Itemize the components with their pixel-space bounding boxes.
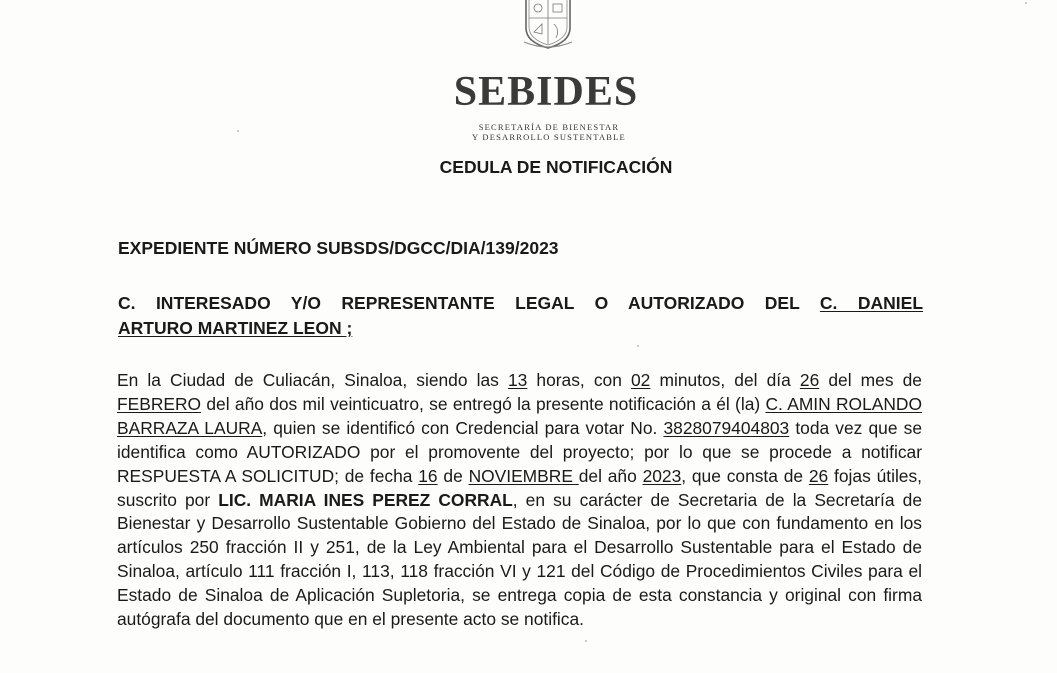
- date-year-value: 2023: [642, 465, 682, 486]
- body-text: toda vez que se identifica como AUTORIZADO por el promovente del proyecto; por lo que se procede a notificar RESPUESTA A SOLICITUD; de fecha: [117, 417, 922, 486]
- addressee-prefix: C. INTERESADO Y/O REPRESENTANTE LEGAL O AUTORIZADO DEL: [118, 293, 800, 313]
- document-title: CEDULA DE NOTIFICACIÓN: [439, 157, 673, 177]
- addressee-name-part1: C. DANIEL: [819, 293, 924, 313]
- scan-speck: [1025, 2, 1027, 4]
- body-text: , en su carácter de Secretaria de la Secretaría de Bienestar y Desarrollo Sustentable Gobierno del Estado de Sinaloa, por lo que con fundamento en los artículos 250 fracción II y 251, de la Ley Ambiental para el Desarrollo Sustentable para el Estado de Sinaloa, artículo 111 fracción I, 113, 118 fracción VI y 121 del Código de Procedimientos Civiles para el Estado de Sinaloa de Aplicación Supletoria, se entrega copia de esta constancia y original con firma autógrafa del documento que en el presente acto se notifica.: [117, 489, 922, 630]
- day-value: 26: [799, 370, 820, 390]
- scan-speck: [237, 130, 239, 132]
- ministry-name-line1: SECRETARÍA DE BIENESTAR: [478, 122, 620, 132]
- body-text: de: [437, 465, 469, 486]
- body-text: del año dos mil veinticuatro, se entregó la presente notificación a él (la): [201, 393, 766, 414]
- notification-body: [117, 369, 922, 632]
- body-text: , quien se identificó con Credencial para votar No.: [262, 417, 664, 438]
- month-value: FEBRERO: [117, 393, 202, 414]
- voter-id-number: 3828079404803: [663, 417, 790, 438]
- body-text: fojas útiles, suscrito por: [117, 465, 923, 510]
- state-seal-icon: [520, 0, 576, 50]
- hour-value: 13: [507, 370, 528, 390]
- ministry-name-line2: Y DESARROLLO SUSTENTABLE: [472, 132, 626, 142]
- expediente-number: EXPEDIENTE NÚMERO SUBSDS/DGCC/DIA/139/2023: [118, 238, 559, 258]
- body-text: , que consta de: [681, 465, 809, 486]
- sebides-logo: SEBIDES: [453, 69, 639, 115]
- body-text: horas, con: [527, 370, 632, 390]
- body-text: del mes de: [819, 370, 922, 390]
- signatory-name: LIC. MARIA INES PEREZ CORRAL: [218, 489, 513, 510]
- body-text: minutos, del día: [650, 370, 800, 390]
- scan-speck: [637, 345, 639, 347]
- date-day-value: 16: [418, 465, 438, 486]
- body-text: del año: [578, 465, 643, 486]
- body-text: En la Ciudad de Culiacán, Sinaloa, siendo las: [117, 370, 508, 390]
- recipient-name: C. AMIN ROLANDO BARRAZA LAURA: [117, 393, 923, 438]
- scan-speck: [585, 640, 587, 642]
- minutes-value: 02: [631, 370, 651, 390]
- addressee-name-part2: ARTURO MARTINEZ LEON ;: [118, 318, 353, 338]
- addressee-line-2: [118, 316, 352, 341]
- date-month-value: NOVIEMBRE: [468, 465, 579, 486]
- addressee-line: [118, 291, 923, 316]
- pages-count: 26: [808, 465, 829, 486]
